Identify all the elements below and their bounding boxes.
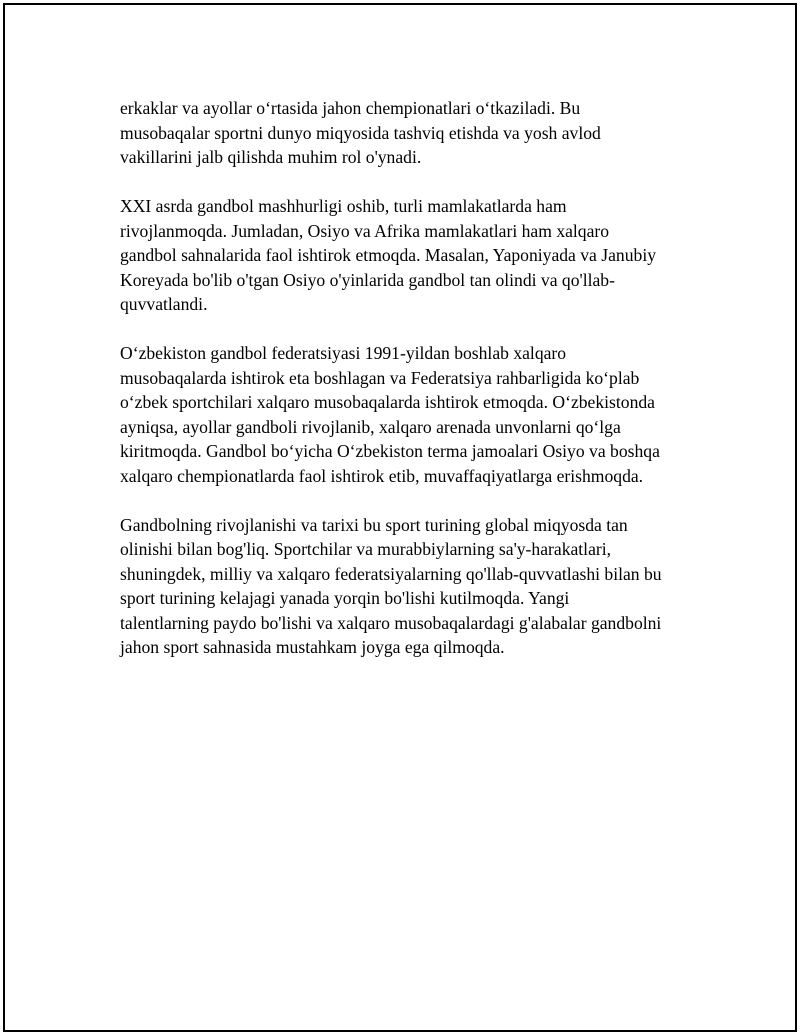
text-line: olinishi bilan bog'liq. Sportchilar va murabbiylarning sa'y-harakatlari, xyxy=(120,539,612,559)
text-line: talentlarning paydo bo'lishi va xalqaro musobaqalardagi g'alabalar gandbolni xyxy=(120,612,662,633)
text-line: sport turining kelajagi yanada yorqin bo'lishi kutilmoqda. Yangi xyxy=(120,588,570,608)
text-line: shuningdek, milliy va xalqaro federatsiyalarning qo'llab-quvvatlashi bilan bu xyxy=(120,563,662,584)
text-line: musobaqalarda ishtirok eta boshlagan va Federatsiya rahbarligida ko‘plab xyxy=(120,367,640,388)
text-line: erkaklar va ayollar o‘rtasida jahon chempionatlari o‘tkaziladi. Bu xyxy=(120,98,581,118)
text-line: rivojlanmoqda. Jumladan, Osiyo va Afrika mamlakatlari ham xalqaro xyxy=(120,220,610,241)
text-line: Koreyada bo'lib o'tgan Osiyo o'yinlarida gandbol tan olindi va qo'llab- xyxy=(120,269,615,290)
text-line: ayniqsa, ayollar gandboli rivojlanib, xalqaro arenada unvonlarni qo‘lga xyxy=(120,416,621,437)
text-line: musobaqalar sportni dunyo miqyosida tashviq etishda va yosh avlod xyxy=(120,122,601,143)
text-line: xalqaro chempionatlarda faol ishtirok etib, muvaffaqiyatlarga erishmoqda. xyxy=(120,465,644,486)
paragraph-1 xyxy=(120,96,700,170)
paragraph-2 xyxy=(120,194,700,317)
text-line: vakillarini jalb qilishda muhim rol o'ynadi. xyxy=(120,147,422,167)
text-line: jahon sport sahnasida mustahkam joyga ega qilmoqda. xyxy=(120,637,505,657)
text-line: XXI asrda gandbol mashhurligi oshib, turli mamlakatlarda ham xyxy=(120,196,567,216)
document-page xyxy=(3,3,797,1032)
text-line: kiritmoqda. Gandbol bo‘yicha O‘zbekiston terma jamoalari Osiyo va boshqa xyxy=(120,441,660,461)
paragraph-4 xyxy=(120,513,700,660)
text-line: Gandbolning rivojlanishi va tarixi bu sport turining global miqyosda tan xyxy=(120,514,628,535)
paragraph-3 xyxy=(120,341,700,488)
text-line: quvvatlandi. xyxy=(120,294,208,314)
document-body xyxy=(120,96,700,684)
text-line: gandbol sahnalarida faol ishtirok etmoqda. Masalan, Yaponiyada va Janubiy xyxy=(120,245,656,265)
text-line: O‘zbekiston gandbol federatsiyasi 1991-yildan boshlab xalqaro xyxy=(120,343,567,363)
text-line: o‘zbek sportchilari xalqaro musobaqalarda ishtirok etmoqda. O‘zbekistonda xyxy=(120,392,655,412)
